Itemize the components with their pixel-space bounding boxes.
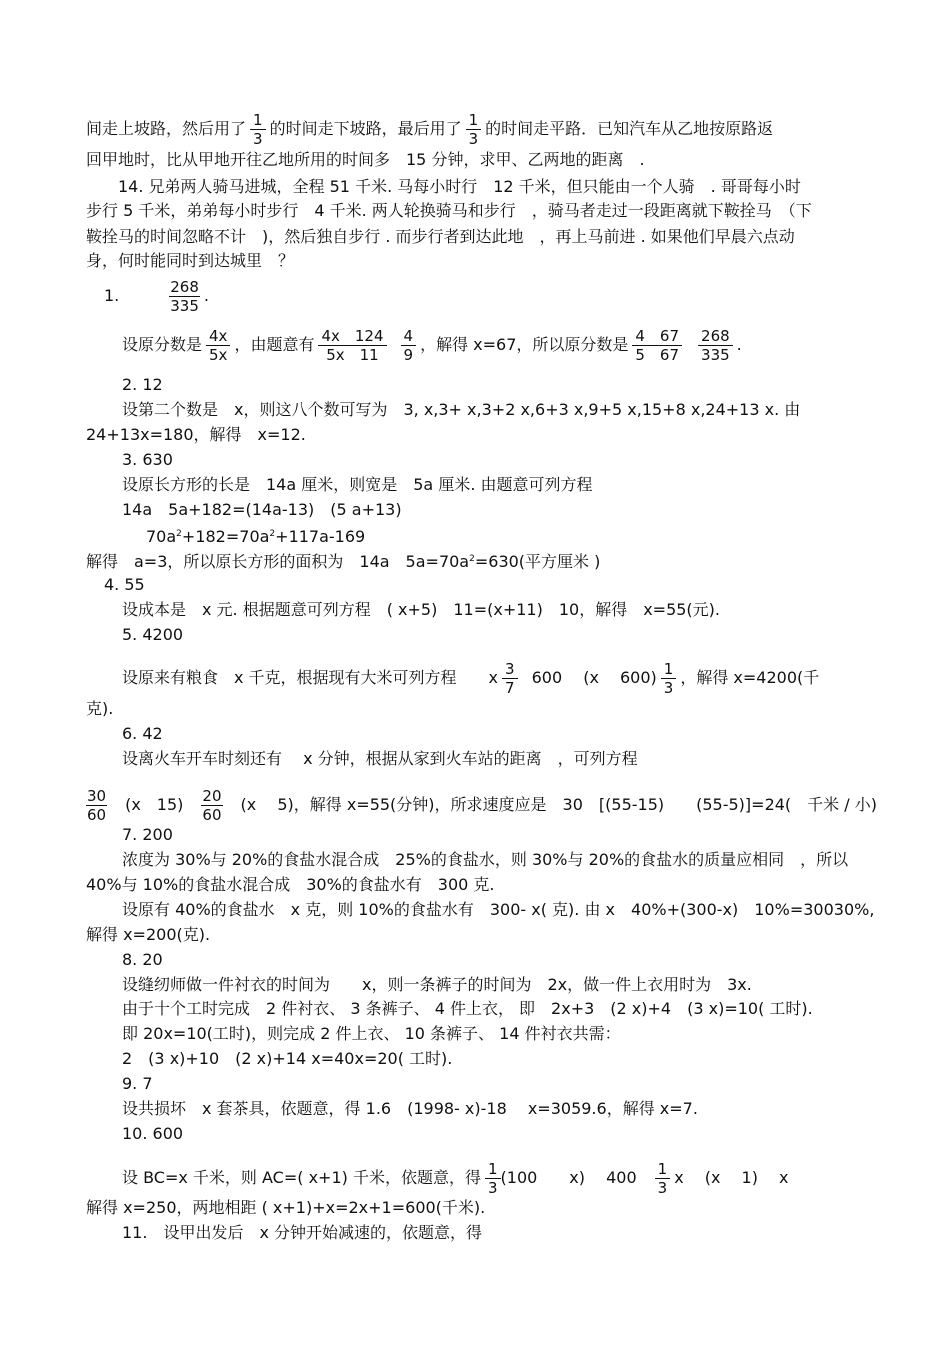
text: =630(平方厘米 ) (474, 552, 601, 571)
problem-13-line-2: 回甲地时，比从甲地开往乙地所用的时间多 15 分钟，求甲、乙两地的距离 . (86, 150, 645, 169)
denominator: 3 (663, 679, 674, 697)
text: +182=70a (181, 527, 270, 546)
text: (x 15) (125, 795, 184, 814)
text: 设原来有粮食 x 千克，根据现有大米可列方程 x (122, 668, 499, 687)
denominator: 5 67 (635, 346, 680, 364)
answer-3: 3. 630 (122, 450, 173, 469)
denominator: 335 (170, 297, 199, 315)
answer-7-solution-2: 40%与 10%的食盐水混合成 30%的食盐水有 300 克. (86, 875, 495, 894)
answer-5: 5. 4200 (122, 625, 184, 644)
answer-6-solution: 设离火车开车时刻还有 x 分钟，根据从家到火车站的距离 ，可列方程 (122, 749, 638, 768)
answer-8-solution-3: 即 20x=10(工时)，则完成 2 件上衣、 10 条裤子、 14 件衬衣共需： (122, 1024, 621, 1043)
text: 解得 a=3，所以原长方形的面积为 14a 5a=70a (86, 552, 470, 571)
period: . (203, 286, 209, 305)
answer-3-solution-4 (86, 549, 600, 572)
denominator: 3 (657, 1179, 668, 1197)
answer-10-solution (122, 1160, 789, 1197)
denominator: 3 (487, 1179, 498, 1197)
answer-11: 11. 设甲出发后 x 分钟开始减速的，依题意，得 (122, 1223, 483, 1242)
text: 70a (146, 527, 177, 546)
exponent: 2 (469, 554, 475, 564)
answer-3-solution-2: 14a 5a+182=(14a-13) (5 a+13) (122, 500, 402, 519)
problem-14-line-3: 鞍拴马的时间忽略不计 )，然后独自步行 . 而步行者到达此地 ，再上马前进 . 如果他们早晨六点动 (86, 227, 795, 246)
problem-14-line-4: 身，何时能同时到达城里 ？ (86, 251, 295, 270)
problem-14-line-2: 步行 5 千米，弟弟每小时步行 4 千米. 两人轮换骑马和步行 ，骑马者走过一段距离就下鞍拴马 （下 (86, 201, 812, 220)
fraction (206, 327, 230, 364)
answer-1-solution (122, 327, 742, 364)
answer-8-solution-1: 设缝纫师做一件衬衣的时间为 x，则一条裤子的时间为 2x，做一件上衣用时为 3x. (122, 975, 752, 994)
answer-10: 10. 600 (122, 1124, 184, 1143)
numerator: 30 (87, 787, 107, 805)
answer-3-solution-1: 设原长方形的长是 14a 厘米，则宽是 5a 厘米. 由题意可列方程 (122, 475, 593, 494)
text: ，由题意有 (234, 335, 315, 354)
fraction (655, 1160, 671, 1197)
fraction (86, 787, 107, 824)
text: 设原分数是 (122, 335, 203, 354)
denominator: 5x (209, 346, 228, 364)
text: 600 (x 600) (531, 668, 657, 687)
numerator: 20 (202, 787, 222, 805)
answer-8: 8. 20 (122, 950, 163, 969)
answer-8-solution-2: 由于十个工时完成 2 件衬衣、 3 条裤子、 4 件上衣， 即 2x+3 (2 x)+4 (3 x)=10( 工时). (122, 999, 813, 1018)
answer-8-solution-4: 2 (3 x)+10 (2 x)+14 x=40x=20( 工时). (122, 1049, 453, 1068)
answer-7-solution-1: 浓度为 30%与 20%的食盐水混合成 25%的食盐水，则 30%与 20%的食盐水的质量应相同 ，所以 (122, 850, 849, 869)
fraction (318, 327, 386, 364)
fraction (401, 327, 417, 364)
answer-6: 6. 42 (122, 724, 163, 743)
fraction (502, 660, 518, 697)
text: 设 BC=x 千米，则 AC=( x+1) 千米，依题意，得 (122, 1168, 481, 1187)
fraction (661, 660, 677, 697)
problem-13-line-1 (86, 111, 773, 148)
answer-3-solution-3 (146, 524, 365, 547)
numerator: 4 67 (632, 327, 682, 346)
answer-4-solution: 设成本是 x 元. 根据题意可列方程 ( x+5) 11=(x+11) 10，解得 x=55(元). (122, 600, 721, 619)
answer-7: 7. 200 (122, 825, 173, 844)
answer-4: 4. 55 (104, 575, 145, 594)
text: +117a-169 (275, 527, 366, 546)
fraction (201, 787, 222, 824)
denominator: 3 (253, 130, 263, 148)
text: 的时间走平路．已知汽车从乙地按原路返 (485, 119, 774, 138)
text: ，解得 x=67，所以原分数是 (420, 335, 629, 354)
answer-7-solution-3: 设原有 40%的食盐水 x 克，则 10%的食盐水有 300- x( 克). 由 x 40%+(300-x) 10%=30030%, (122, 900, 875, 919)
answer-5-solution (122, 660, 819, 697)
numerator: 1 (466, 111, 482, 130)
numerator: 4x (206, 327, 230, 346)
numerator: 1 (250, 111, 266, 130)
answer-2: 2. 12 (122, 375, 163, 394)
fraction (485, 1160, 501, 1197)
numerator: 1 (661, 660, 677, 679)
answer-7-solution-4: 解得 x=200(克). (86, 925, 211, 944)
denominator: 5x 11 (326, 346, 379, 364)
answer-10-solution-2: 解得 x=250，两地相距 ( x+1)+x=2x+1=600(千米). (86, 1198, 486, 1217)
fraction (250, 111, 266, 148)
fraction (698, 327, 733, 364)
text: 间走上坡路，然后用了 (86, 119, 247, 138)
numerator: 4x 124 (318, 327, 386, 346)
answer-number: 1. (104, 286, 120, 305)
denominator: 60 (87, 806, 107, 824)
answer-1 (104, 278, 209, 315)
numerator: 3 (502, 660, 518, 679)
denominator: 335 (701, 346, 730, 364)
problem-14-line-1: 14. 兄弟两人骑马进城，全程 51 千米. 马每小时行 12 千米，但只能由一个人骑 . 哥哥每小时 (118, 177, 801, 196)
exponent: 2 (176, 529, 182, 539)
numerator: 1 (485, 1160, 501, 1179)
answer-5-solution-2: 克). (86, 699, 114, 718)
fraction (169, 278, 200, 315)
numerator: 1 (655, 1160, 671, 1179)
denominator: 7 (505, 679, 515, 697)
text: (x 5)，解得 x=55(分钟)，所求速度应是 30 [(55-15) (55-5)]=24( 千米 / 小) (240, 795, 877, 814)
fraction (632, 327, 682, 364)
denominator: 3 (468, 130, 479, 148)
answer-2-solution-1: 设第二个数是 x，则这八个数可写为 3, x,3+ x,3+2 x,6+3 x,9+5 x,15+8 x,24+13 x. 由 (122, 400, 801, 419)
answer-9-solution: 设共损坏 x 套茶具，依题意，得 1.6 (1998- x)-18 x=3059.6，解得 x=7. (122, 1099, 698, 1118)
text: (100 x) 400 (500, 1168, 637, 1187)
denominator: 9 (403, 346, 414, 364)
numerator: 268 (170, 278, 199, 296)
text: ，解得 x=4200(千 (680, 668, 820, 687)
numerator: 268 (698, 327, 733, 346)
exponent: 2 (269, 529, 276, 539)
denominator: 60 (202, 806, 222, 824)
numerator: 4 (401, 327, 417, 346)
period: . (736, 335, 742, 354)
text: 的时间走下坡路，最后用了 (269, 119, 462, 138)
text: x (x 1) x (674, 1168, 789, 1187)
answer-2-solution-2: 24+13x=180，解得 x=12. (86, 425, 306, 444)
answer-9: 9. 7 (122, 1074, 153, 1093)
answer-6-solution-2 (86, 787, 877, 824)
fraction (466, 111, 482, 148)
